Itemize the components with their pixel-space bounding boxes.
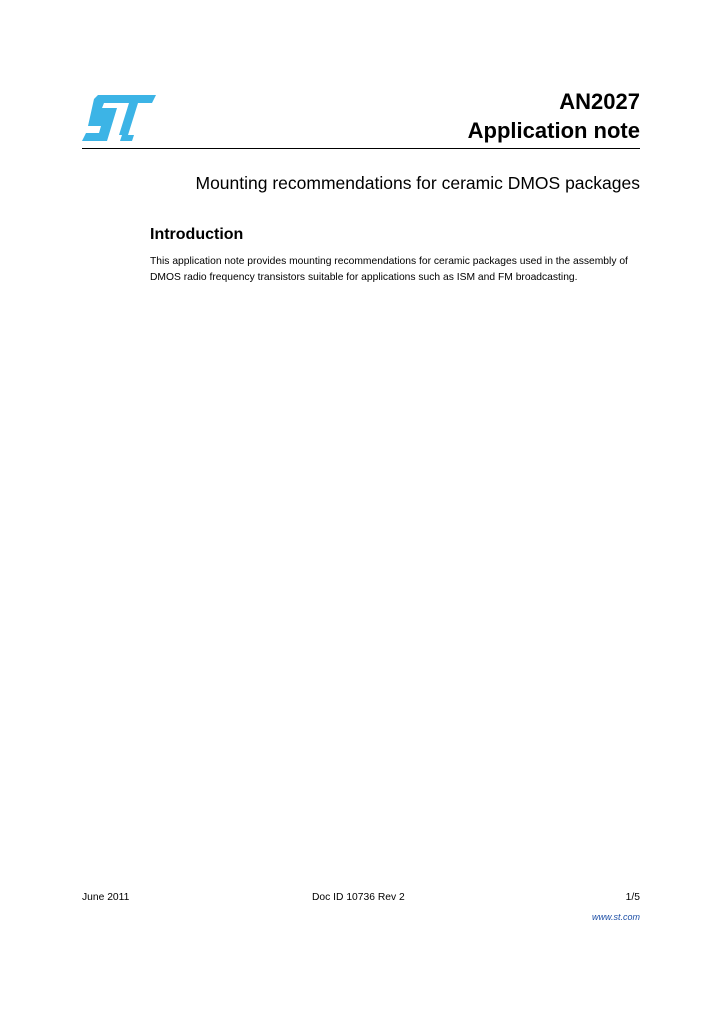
document-number: AN2027 [559,89,640,114]
footer-website-link[interactable]: www.st.com [591,912,640,922]
document-type: Application note [467,118,640,143]
footer-doc-id: Doc ID 10736 Rev 2 [312,892,405,903]
st-logo-icon [82,95,156,141]
introduction-body: This application note provides mounting recommendations for ceramic packages used in the assembly of DMOS radio frequency transistors suitable for applications such as ISM and FM broadcasting. [150,256,628,283]
header-divider [82,148,640,149]
introduction-heading: Introduction [150,226,244,243]
footer-date: June 2011 [82,892,130,903]
footer-page-number: 1/5 [625,892,640,903]
document-title: Mounting recommendations for ceramic DMOS packages [195,173,640,193]
